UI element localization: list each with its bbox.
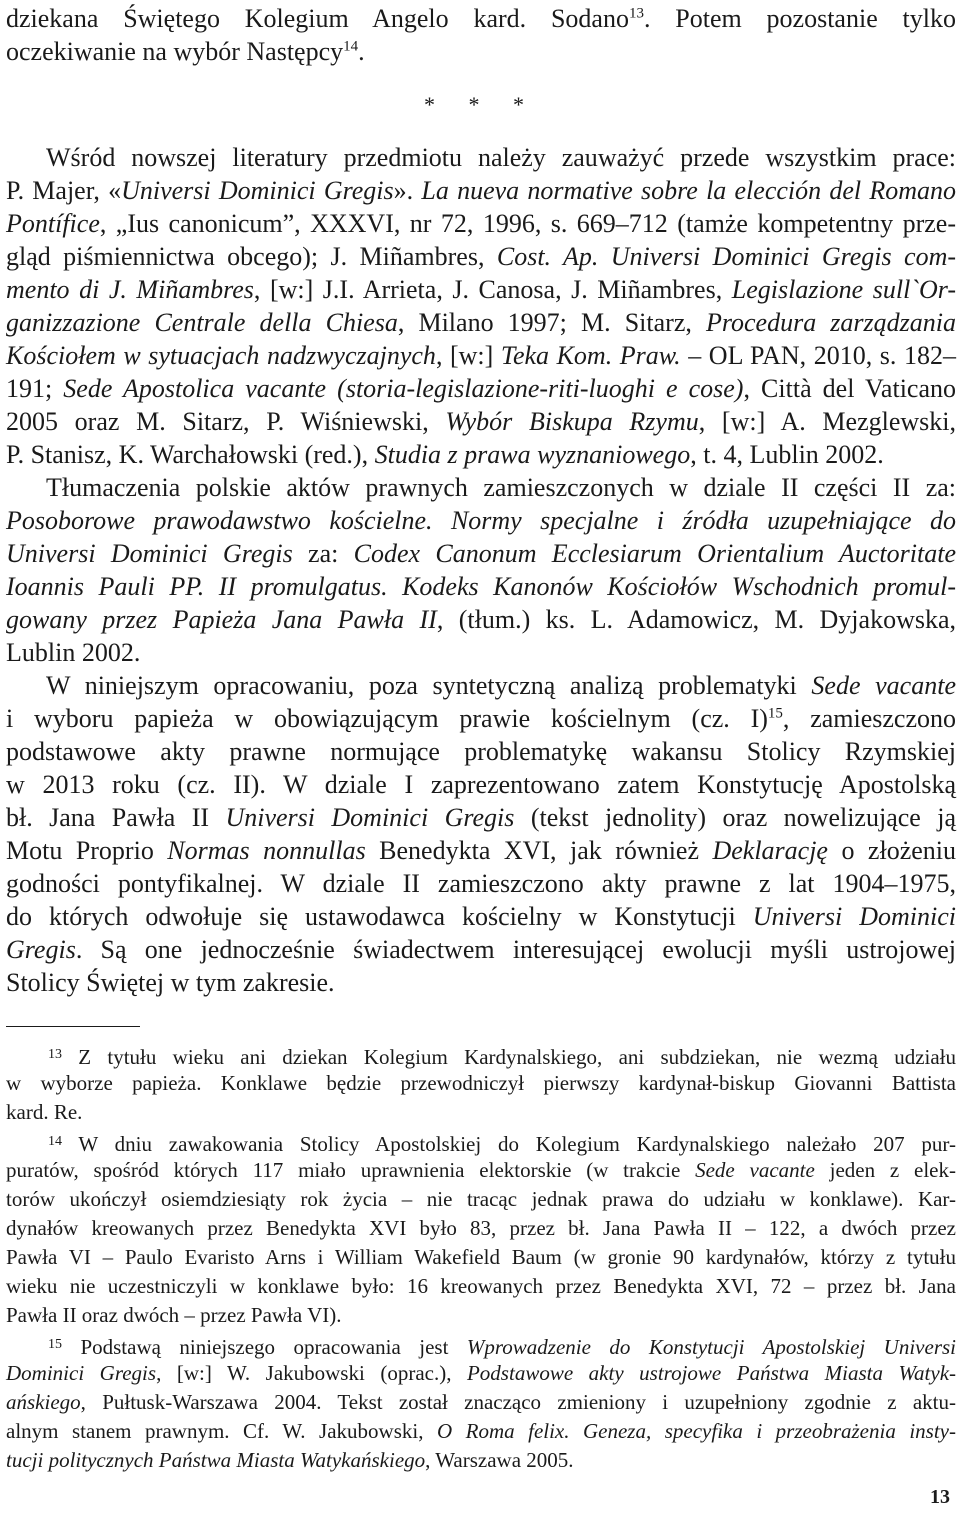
footnote-line: dynałów kreowanych przez Benedykta XVI było 83, przez bł. Jana Pawła II – 122, a dwóch przez — [6, 1216, 956, 1240]
body-line: dziekana Świętego Kolegium Angelo kard. Sodano$^{13}$. Potem pozostanie tylko — [6, 4, 956, 33]
page-number: 13 — [930, 1486, 950, 1508]
body-line: P. Stanisz, K. Warchałowski (red.), Studia z prawa wyznaniowego, t. 4, Lublin 2002. — [6, 440, 884, 469]
body-line: gląd piśmiennictwa obcego); J. Miñambres, Cost. Ap. Universi Dominici Gregis com- — [6, 242, 956, 271]
body-line: W niniejszym opracowaniu, poza syntetyczną analizą problematyki Sede vacante — [46, 671, 956, 700]
body-line: bł. Jana Pawła II Universi Dominici Gregis (tekst jednolity) oraz nowelizujące ją — [6, 803, 956, 832]
body-line: w 2013 roku (cz. II). W dziale I zaprezentowano zatem Konstytucję Apostolską — [6, 770, 956, 799]
body-line: i wyboru papieża w obowiązującym prawie kościelnym (cz. I)$^{15}$, zamieszczono — [6, 704, 957, 733]
footnote-line: puratów, spośród których 117 miało uprawnienia elektorskie (w trakcie Sede vacante jeden z elek- — [6, 1158, 956, 1182]
body-line: Ioannis Pauli PP. II promulgatus. Kodeks Kanonów Kościołów Wschodnich promul- — [6, 572, 956, 601]
footnote-ref-14: 14 — [343, 38, 359, 55]
body-line: godności pontyfikalnej. W dziale II zamieszczono akty prawne z lat 1904–1975, — [6, 869, 956, 898]
body-line: Motu Proprio Normas nonnullas Benedykta XVI, jak również Deklarację o złożeniu — [6, 836, 956, 865]
footnote-line: kard. Re. — [6, 1100, 83, 1124]
body-line: Wśród nowszej literatury przedmiotu należy zauważyć przede wszystkim prace: — [46, 143, 956, 172]
body-line: oczekiwanie na wybór Następcy$^{14}$. — [6, 37, 365, 66]
footnote-ref-13: 13 — [628, 5, 644, 22]
footnote-ref-15: 15 — [767, 705, 783, 722]
footnote-line: torów ukończył osiemdziesiąty rok życia – nie tracąc jednak prawa do udziału w konklawe). Kar- — [6, 1187, 956, 1211]
footnote-line: Dominici Gregis, [w:] W. Jakubowski (oprac.), Podstawowe akty ustrojowe Państwa Miasta Watyk- — [6, 1361, 957, 1385]
footnote-line: Pawła II oraz dwóch – przez Pawła VI). — [6, 1303, 342, 1327]
footnote-separator — [6, 1026, 140, 1027]
body-line: mento di J. Miñambres, [w:] J.I. Arrieta, J. Canosa, J. Miñambres, Legislazione sull`Or- — [6, 275, 956, 304]
body-line: Posoborowe prawodawstwo kościelne. Normy specjalne i źródła uzupełniające do — [6, 506, 956, 535]
body-line: Lublin 2002. — [6, 638, 141, 667]
body-line: Tłumaczenia polskie aktów prawnych zamieszczonych w dziale II części II za: — [46, 473, 956, 502]
body-line: 2005 oraz M. Sitarz, P. Wiśniewski, Wybór Biskupa Rzymu, [w:] A. Mezglewski, — [6, 407, 956, 436]
body-line: gowany przez Papieża Jana Pawła II, (tłum.) ks. L. Adamowicz, M. Dyjakowska, — [6, 605, 957, 634]
body-line: Stolicy Świętej w tym zakresie. — [6, 968, 335, 997]
footnote-line: wieku nie uczestniczyli w konklawe było: 16 kreowanych przez Benedykta XVI, 72 – przez bł. Jana — [6, 1274, 956, 1298]
footnote-line: ańskiego, Pułtusk-Warszawa 2004. Tekst został znacząco zmieniony i uzupełniony zgodnie z aktu- — [6, 1390, 956, 1414]
body-line: Pontífice, „Ius canonicum”, XXXVI, nr 72, 1996, s. 669–712 (tamże kompetentny prze- — [6, 209, 956, 238]
body-line: Gregis. Są one jednocześnie świadectwem interesującej ewolucji myśli ustrojowej — [6, 935, 956, 964]
section-separator: * * * — [424, 92, 538, 117]
footnote-line: Pawła VI – Paulo Evaristo Arns i William Wakefield Baum (w gronie 90 kardynałów, którzy z tytułu — [6, 1245, 956, 1269]
footnote-line: tucji politycznych Państwa Miasta Watykańskiego, Warszawa 2005. — [6, 1448, 574, 1472]
body-line: Kościołem w sytuacjach nadzwyczajnych, [w:] Teka Kom. Praw. – OL PAN, 2010, s. 182– — [6, 341, 956, 370]
body-line: podstawowe akty prawne normujące problematykę wakansu Stolicy Rzymskiej — [6, 737, 956, 766]
body-line: Universi Dominici Gregis za: Codex Canonum Ecclesiarum Orientalium Auctoritate — [6, 539, 956, 568]
footnote-13: $^{13}$ Z tytułu wieku ani dziekan Kolegium Kardynalskiego, ani subdziekan, nie wezmą udziału — [48, 1045, 956, 1069]
body-line: P. Majer, «Universi Dominici Gregis». La nueva normative sobre la elección del Romano — [6, 176, 957, 205]
footnote-line: w wyborze papieża. Konklawe będzie przewodniczył pierwszy kardynał-biskup Giovanni Battista — [6, 1071, 956, 1095]
body-line: ganizzazione Centrale della Chiesa, Milano 1997; M. Sitarz, Procedura zarządzania — [6, 308, 957, 337]
body-line: do których odwołuje się ustawodawca kościelny w Konstytucji Universi Dominici — [6, 902, 957, 931]
footnote-line: alnym stanem prawnym. Cf. W. Jakubowski, O Roma felix. Geneza, specyfika i przeobrażenia insty- — [6, 1419, 956, 1443]
footnote-15: $^{15}$ Podstawą niniejszego opracowania jest Wprowadzenie do Konstytucji Apostolskiej Universi — [48, 1335, 957, 1359]
body-line: 191; Sede Apostolica vacante (storia-legislazione-riti-luoghi e cose), Città del Vaticano — [6, 374, 957, 403]
footnote-14: $^{14}$ W dniu zawakowania Stolicy Apostolskiej do Kolegium Kardynalskiego należało 207 pur- — [48, 1132, 956, 1156]
